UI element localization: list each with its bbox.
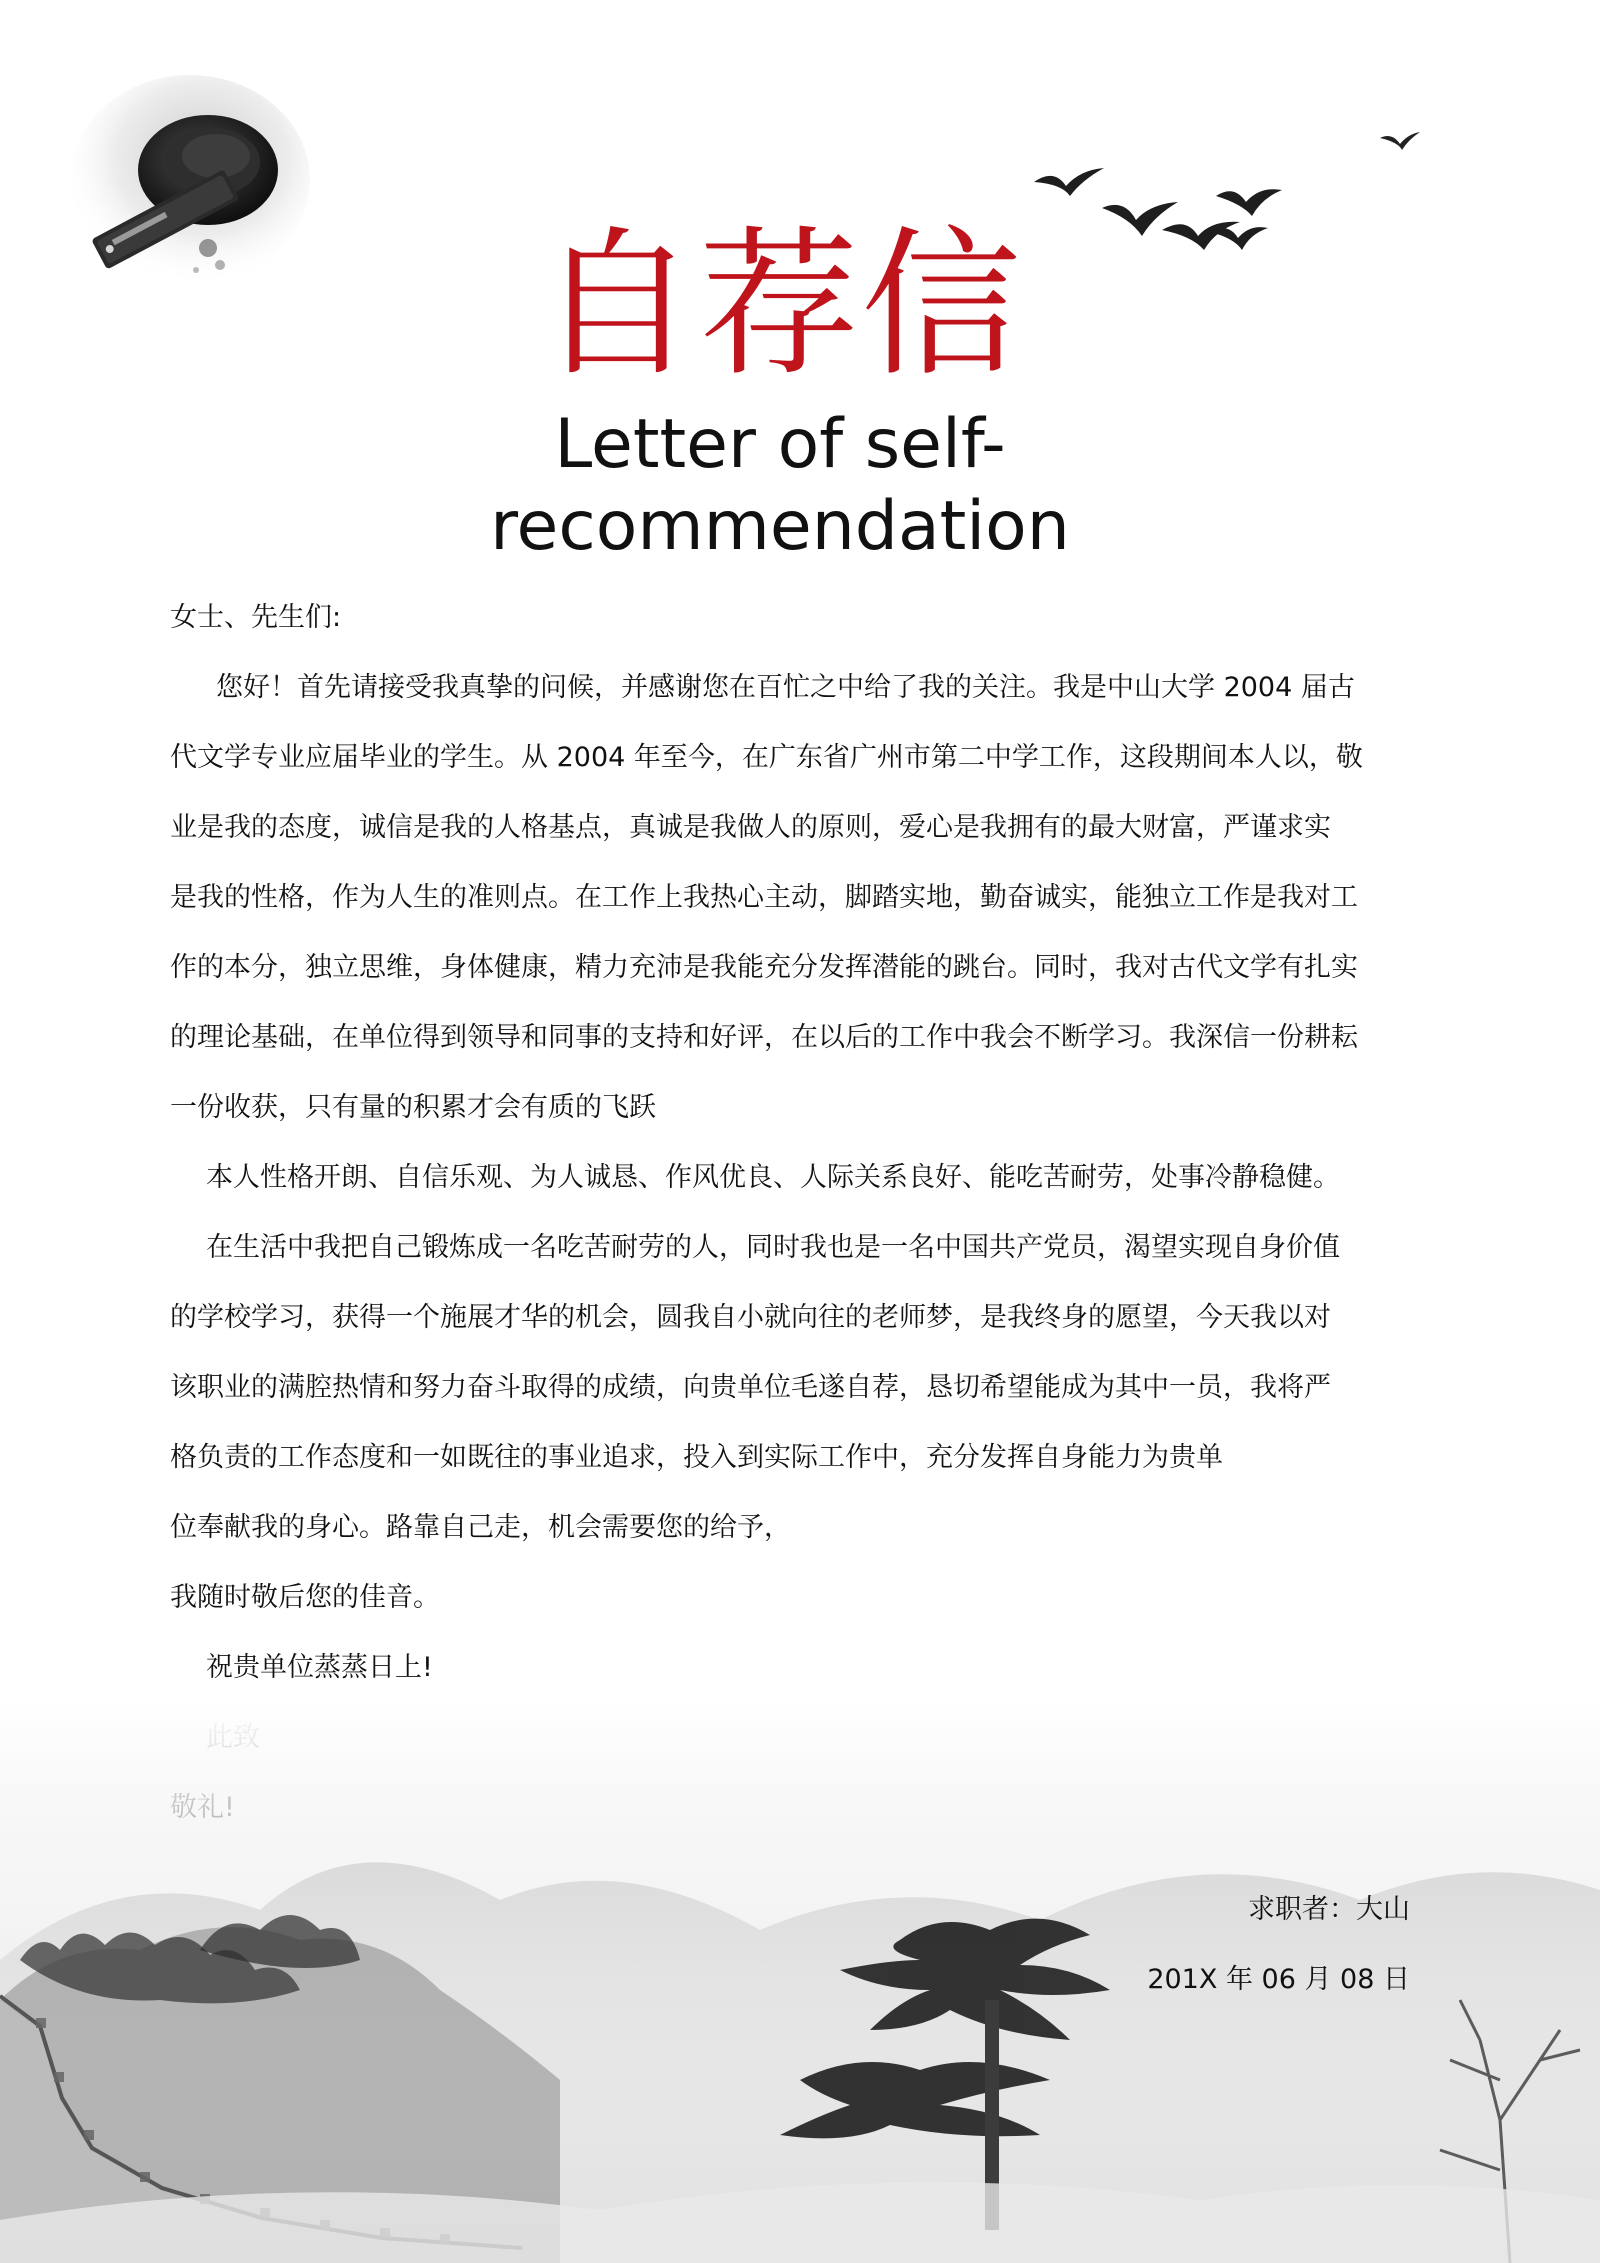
body-line: 您好！首先请接受我真挚的问候，并感谢您在百忙之中给了我的关注。我是中山大学 2004 届古	[216, 672, 1355, 703]
date: 201X 年 06 月 08 日	[1147, 1964, 1410, 1995]
title-english-line-2: recommendation	[490, 487, 1070, 566]
signature: 求职者：大山	[1248, 1894, 1410, 1925]
body-line: 是我的性格，作为人生的准则点。在工作上我热心主动，脚踏实地，勤奋诚实，能独立工作是我对工	[170, 882, 1358, 913]
body-line: 业是我的态度，诚信是我的人格基点，真诚是我做人的原则，爱心是我拥有的最大财富，严谨求实	[170, 812, 1331, 843]
body-line: 我随时敬后您的佳音。	[170, 1582, 440, 1613]
body-line: 该职业的满腔热情和努力奋斗取得的成绩，向贵单位毛遂自荐，恳切希望能成为其中一员，我将严	[170, 1372, 1331, 1403]
body-line: 格负责的工作态度和一如既往的事业追求，投入到实际工作中，充分发挥自身能力为贵单	[170, 1442, 1223, 1473]
body-line: 一份收获，只有量的积累才会有质的飞跃	[170, 1092, 656, 1123]
closing-wish: 祝贵单位蒸蒸日上!	[206, 1652, 433, 1683]
body-line: 的学校学习，获得一个施展才华的机会，圆我自小就向往的老师梦，是我终身的愿望，今天我以对	[170, 1302, 1331, 1333]
title-chinese: 自荐信	[536, 211, 1023, 398]
body-line: 代文学专业应届毕业的学生。从 2004 年至今，在广东省广州市第二中学工作，这段期间本人以，敬	[170, 742, 1363, 773]
salutation: 女士、先生们:	[170, 602, 342, 633]
title-english	[380, 404, 1180, 568]
body-line: 在生活中我把自己锻炼成一名吃苦耐劳的人，同时我也是一名中国共产党员，渴望实现自身价值	[206, 1232, 1340, 1263]
body-line: 位奉献我的身心。路靠自己走，机会需要您的给予，	[170, 1512, 791, 1543]
body-line: 作的本分，独立思维，身体健康，精力充沛是我能充分发挥潜能的跳台。同时，我对古代文学有扎实	[170, 952, 1358, 983]
body-line: 本人性格开朗、自信乐观、为人诚恳、作风优良、人际关系良好、能吃苦耐劳，处事冷静稳健。	[206, 1162, 1340, 1193]
title-english-line-1: Letter of self-	[554, 405, 1006, 484]
body-line: 的理论基础，在单位得到领导和同事的支持和好评，在以后的工作中我会不断学习。我深信一份耕耘	[170, 1022, 1358, 1053]
